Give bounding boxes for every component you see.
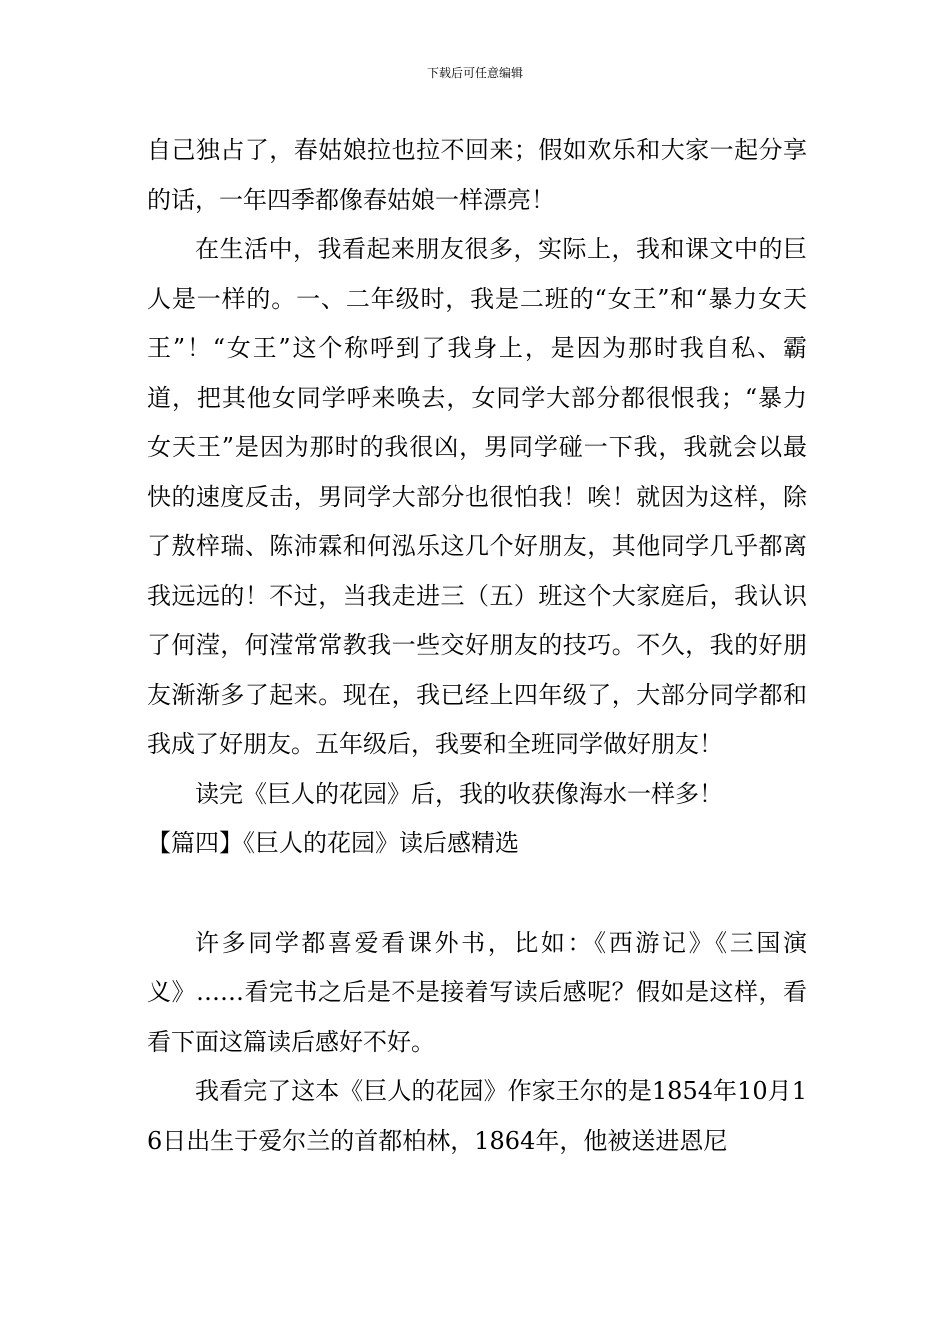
blank-line xyxy=(147,869,807,919)
document-body xyxy=(147,126,807,1166)
paragraph-4: 许多同学都喜爱看课外书，比如：《西游记》《三国演义》……看完书之后是不是接着写读后感呢？假如是这样，看看下面这篇读后感好不好。 xyxy=(147,928,807,1056)
section-heading: 【篇四】《巨人的花园》读后感精选 xyxy=(147,829,519,857)
paragraph-3: 读完《巨人的花园》后，我的收获像海水一样多！ xyxy=(195,779,723,808)
paragraph-1: 自己独占了，春姑娘拉也拉不回来；假如欢乐和大家一起分享的话，一年四季都像春姑娘一样漂亮！ xyxy=(147,136,807,214)
paragraph-2: 在生活中，我看起来朋友很多，实际上，我和课文中的巨人是一样的。一、二年级时，我是二班的“女王”和“暴力女天王”！“女王”这个称呼到了我身上，是因为那时我自私、霸道，把其他女同学呼来唤去，女同学大部分都很恨我；“暴力女天王”是因为那时的我很凶，男同学碰一下我，我就会以最快的速度反击，男同学大部分也很怕我！唉！就因为这样，除了敖梓瑞、陈沛霖和何泓乐这几个好朋友，其他同学几乎都离我远远的！不过，当我走进三（五）班这个大家庭后，我认识了何滢，何滢常常教我一些交好朋友的技巧。不久，我的好朋友渐渐多了起来。现在，我已经上四年级了，大部分同学都和我成了好朋友。五年级后，我要和全班同学做好朋友！ xyxy=(147,235,807,758)
paragraph-5: 我看完了这本《巨人的花园》作家王尔的是1854年10月16日出生于爱尔兰的首都柏林，1864年，他被送进恩尼 xyxy=(147,1077,807,1155)
page-header: 下载后可任意编辑 xyxy=(426,66,523,80)
